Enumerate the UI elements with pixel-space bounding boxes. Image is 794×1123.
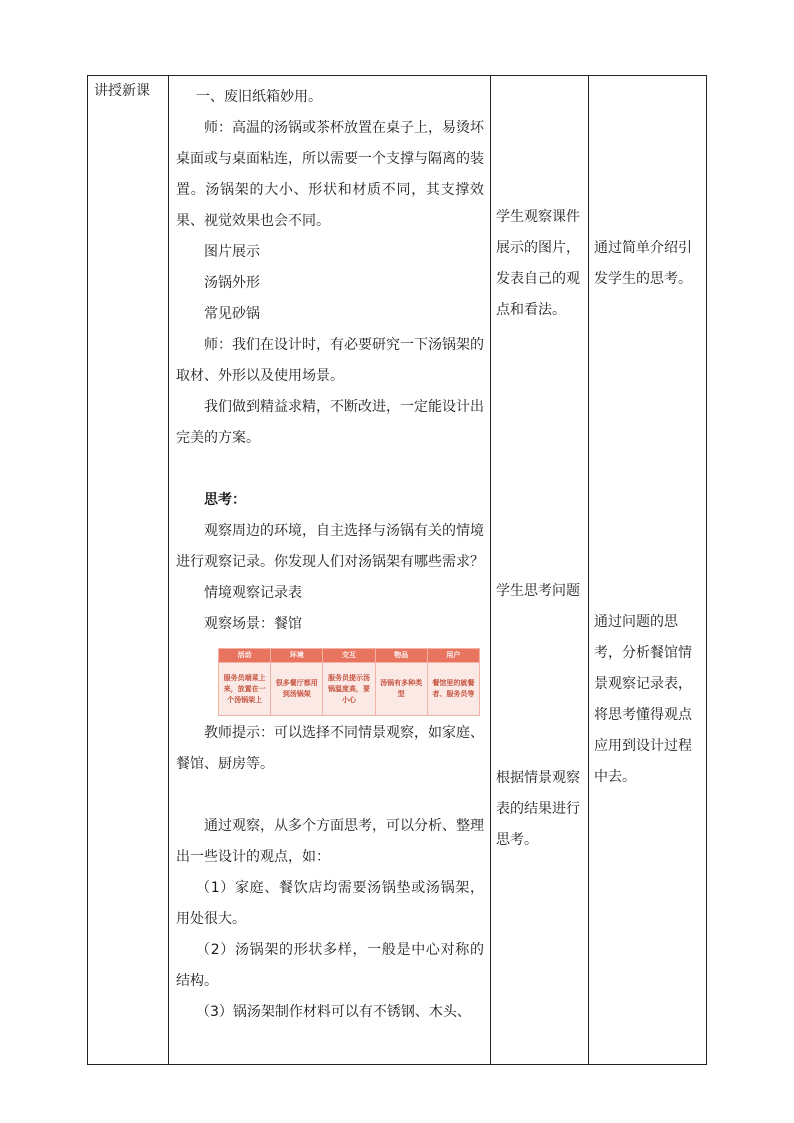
table-header: 用户 (427, 649, 479, 663)
think-title: 思考： (204, 492, 246, 508)
list-item: （1）家庭、餐饮店均需要汤锅垫或汤锅架，用处很大。 (176, 880, 484, 927)
design-intent-1: 通过简单介绍引发学生的思考。 (594, 240, 692, 287)
table-cell: 餐馆里的就餐者、服务员等 (427, 663, 479, 716)
paragraph: 教师提示：可以选择不同情景观察，如家庭、餐馆、厨房等。 (176, 725, 484, 772)
column-divider (490, 76, 491, 1064)
table-row (219, 663, 480, 716)
table-cell: 很多餐厅都用到汤锅架 (271, 663, 323, 716)
list-item: （3）锅汤架制作材料可以有不锈钢、木头、 (196, 1004, 471, 1020)
paragraph: 汤锅外形 (204, 275, 260, 291)
paragraph: 观察周边的环境，自主选择与汤锅有关的情境进行观察记录。你发现人们对汤锅架有哪些需求？ (176, 523, 484, 570)
column-divider (588, 76, 589, 1064)
student-activity-2: 学生思考问题 (496, 583, 580, 599)
paragraph: 师：我们在设计时，有必要研究一下汤锅架的取材、外形以及使用场景。 (176, 337, 484, 384)
table-header: 环境 (271, 649, 323, 663)
paragraph: 常见砂锅 (204, 306, 260, 322)
lesson-table (87, 75, 707, 1065)
table-cell: 服务员提示汤锅温度高，要小心 (323, 663, 375, 716)
paragraph: 观察场景：餐馆 (204, 616, 302, 632)
row-label: 讲授新课 (94, 83, 150, 99)
list-item: （2）汤锅架的形状多样，一般是中心对称的结构。 (176, 942, 484, 989)
section-title: 一、废旧纸箱妙用。 (196, 89, 322, 105)
paragraph: 师：高温的汤锅或茶杯放置在桌子上，易烫坏桌面或与桌面粘连，所以需要一个支撑与隔离的装置。汤锅架的大小、形状和材质不同，其支撑效果、视觉效果也会不同。 (176, 120, 484, 229)
paragraph: 图片展示 (204, 244, 260, 260)
student-activity-3: 根据情景观察表的结果进行思考。 (496, 770, 580, 848)
paragraph: 我们做到精益求精，不断改进，一定能设计出完美的方案。 (176, 399, 484, 446)
table-header-row (219, 649, 480, 663)
paragraph: 情境观察记录表 (204, 585, 302, 601)
table-cell: 服务员端菜上来，放置在一个汤锅架上 (219, 663, 271, 716)
design-intent-2: 通过问题的思考，分析餐馆情景观察记录表，将思考懂得观点应用到设计过程中去。 (594, 614, 692, 785)
table-header: 活动 (219, 649, 271, 663)
teaching-content (176, 82, 484, 1028)
table-header: 交互 (323, 649, 375, 663)
paragraph: 通过观察，从多个方面思考，可以分析、整理出一些设计的观点，如： (176, 818, 484, 865)
table-cell: 汤锅有多种类型 (375, 663, 427, 716)
column-divider (168, 76, 169, 1064)
student-activity-1: 学生观察课件展示的图片，发表自己的观点和看法。 (496, 209, 580, 318)
observation-table (218, 648, 480, 716)
table-header: 物品 (375, 649, 427, 663)
